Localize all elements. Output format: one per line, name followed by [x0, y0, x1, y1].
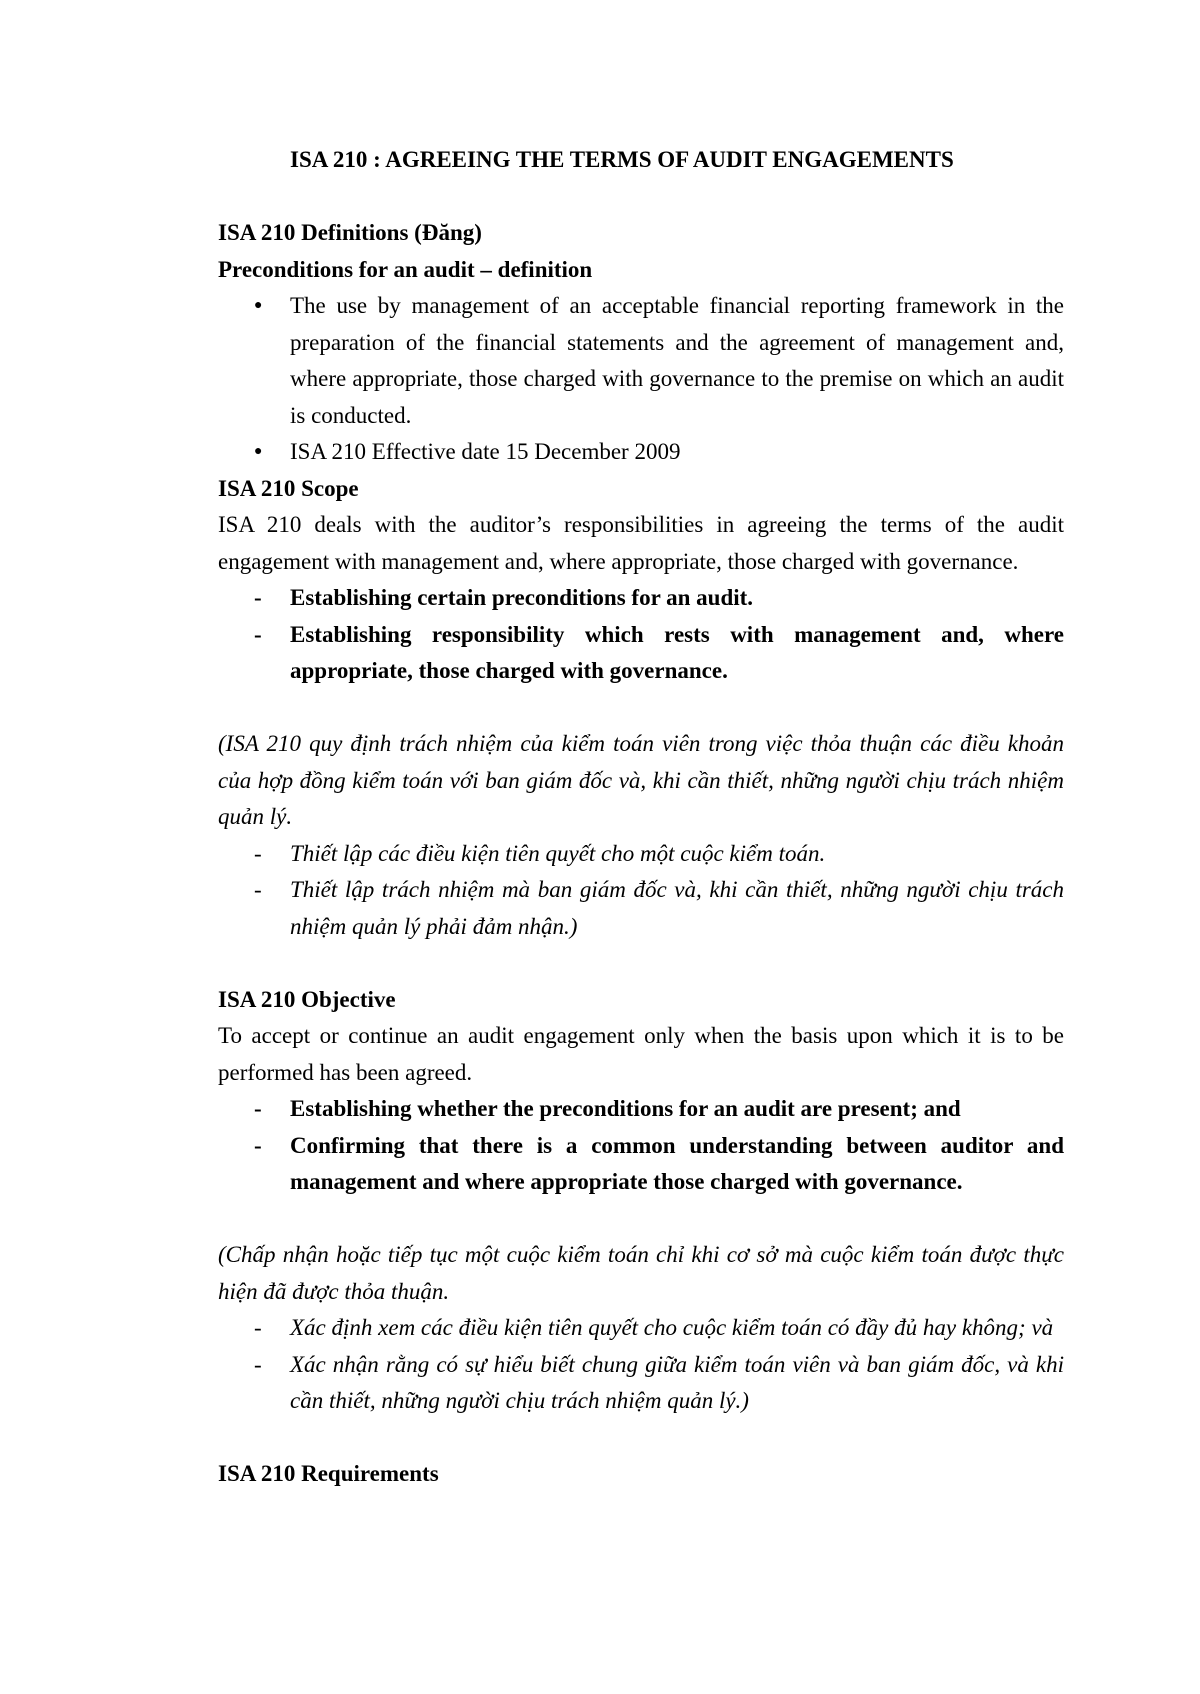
bullet-marker: ●: [254, 444, 263, 459]
scope-vietnamese-paragraph: (ISA 210 quy định trách nhiệm của kiểm toán viên trong việc thỏa thuận các điều khoản của hợp đồng kiểm toán với ban giám đốc và, khi cần thiết, những người chịu trách nhiệm quản lý.: [218, 731, 1064, 829]
spacer: [218, 179, 1064, 216]
dash-marker: -: [254, 1315, 262, 1340]
list-item-text: Confirming that there is a common understanding between auditor and management and where appropriate those charged with governance.: [290, 1132, 1064, 1194]
preconditions-subheading: Preconditions for an audit – definition: [218, 256, 593, 282]
list-item-text: Xác định xem các điều kiện tiên quyết cho cuộc kiểm toán có đầy đủ hay không; và: [290, 1315, 1054, 1340]
definitions-bullet-list: [218, 288, 1064, 471]
dash-marker: -: [254, 1132, 262, 1158]
objective-vietnamese-list: [218, 1310, 1064, 1420]
spacer: [218, 1201, 1064, 1238]
objective-paragraph: To accept or continue an audit engagement only when the basis upon which it is to be performed has been agreed.: [218, 1023, 1064, 1085]
list-item: [218, 1347, 1064, 1420]
scope-list: [218, 580, 1064, 690]
objective-heading: ISA 210 Objective: [218, 986, 396, 1012]
dash-marker: -: [254, 1351, 262, 1377]
dash-marker: -: [254, 1096, 262, 1121]
list-item: [218, 1091, 1064, 1128]
list-item-text: Establishing whether the preconditions for an audit are present; and: [290, 1096, 961, 1121]
list-item: [218, 617, 1064, 690]
scope-paragraph: ISA 210 deals with the auditor’s responsibilities in agreeing the terms of the audit engagement with management and, where appropriate, those charged with governance.: [218, 512, 1064, 574]
list-item-text: Establishing responsibility which rests with management and, where appropriate, those charged with governance.: [290, 621, 1064, 683]
objective-list: [218, 1091, 1064, 1201]
list-item: [218, 872, 1064, 945]
list-item: [218, 1310, 1064, 1347]
list-item: [218, 434, 1064, 471]
list-item: [218, 1128, 1064, 1201]
scope-vietnamese-list: [218, 836, 1064, 946]
list-item-text: Thiết lập trách nhiệm mà ban giám đốc và, khi cần thiết, những người chịu trách nhiệm quản lý phải đảm nhận.): [290, 877, 1064, 939]
document-title: ISA 210 : AGREEING THE TERMS OF AUDIT ENGAGEMENTS: [290, 147, 954, 172]
list-item-text: Thiết lập các điều kiện tiên quyết cho một cuộc kiểm toán.: [290, 840, 826, 866]
spacer: [218, 690, 1064, 727]
spacer: [218, 945, 1064, 982]
document-page: [218, 142, 1064, 1493]
spacer: [218, 1420, 1064, 1457]
requirements-heading: ISA 210 Requirements: [218, 1461, 439, 1486]
list-item-text: Xác nhận rằng có sự hiểu biết chung giữa kiểm toán viên và ban giám đốc, và khi cần thiết, những người chịu trách nhiệm quản lý.): [290, 1351, 1064, 1413]
dash-marker: -: [254, 877, 262, 902]
scope-heading: ISA 210 Scope: [218, 475, 359, 501]
list-item: [218, 580, 1064, 617]
list-item: [218, 288, 1064, 434]
list-item: [218, 836, 1064, 873]
dash-marker: -: [254, 585, 262, 610]
bullet-marker: ●: [254, 298, 263, 313]
list-item-text: ISA 210 Effective date 15 December 2009: [290, 439, 681, 464]
definitions-heading: ISA 210 Definitions (Đăng): [218, 220, 482, 245]
dash-marker: -: [254, 840, 262, 866]
list-item-text: The use by management of an acceptable financial reporting framework in the preparation of the financial statements and the agreement of management and, where appropriate, those charged with governance to the premise on which an audit is conducted.: [290, 293, 1064, 428]
dash-marker: -: [254, 621, 262, 647]
objective-vietnamese-paragraph: (Chấp nhận hoặc tiếp tục một cuộc kiểm toán chỉ khi cơ sở mà cuộc kiểm toán được thực hiện đã được thỏa thuận.: [218, 1242, 1064, 1304]
list-item-text: Establishing certain preconditions for an audit.: [290, 585, 754, 610]
